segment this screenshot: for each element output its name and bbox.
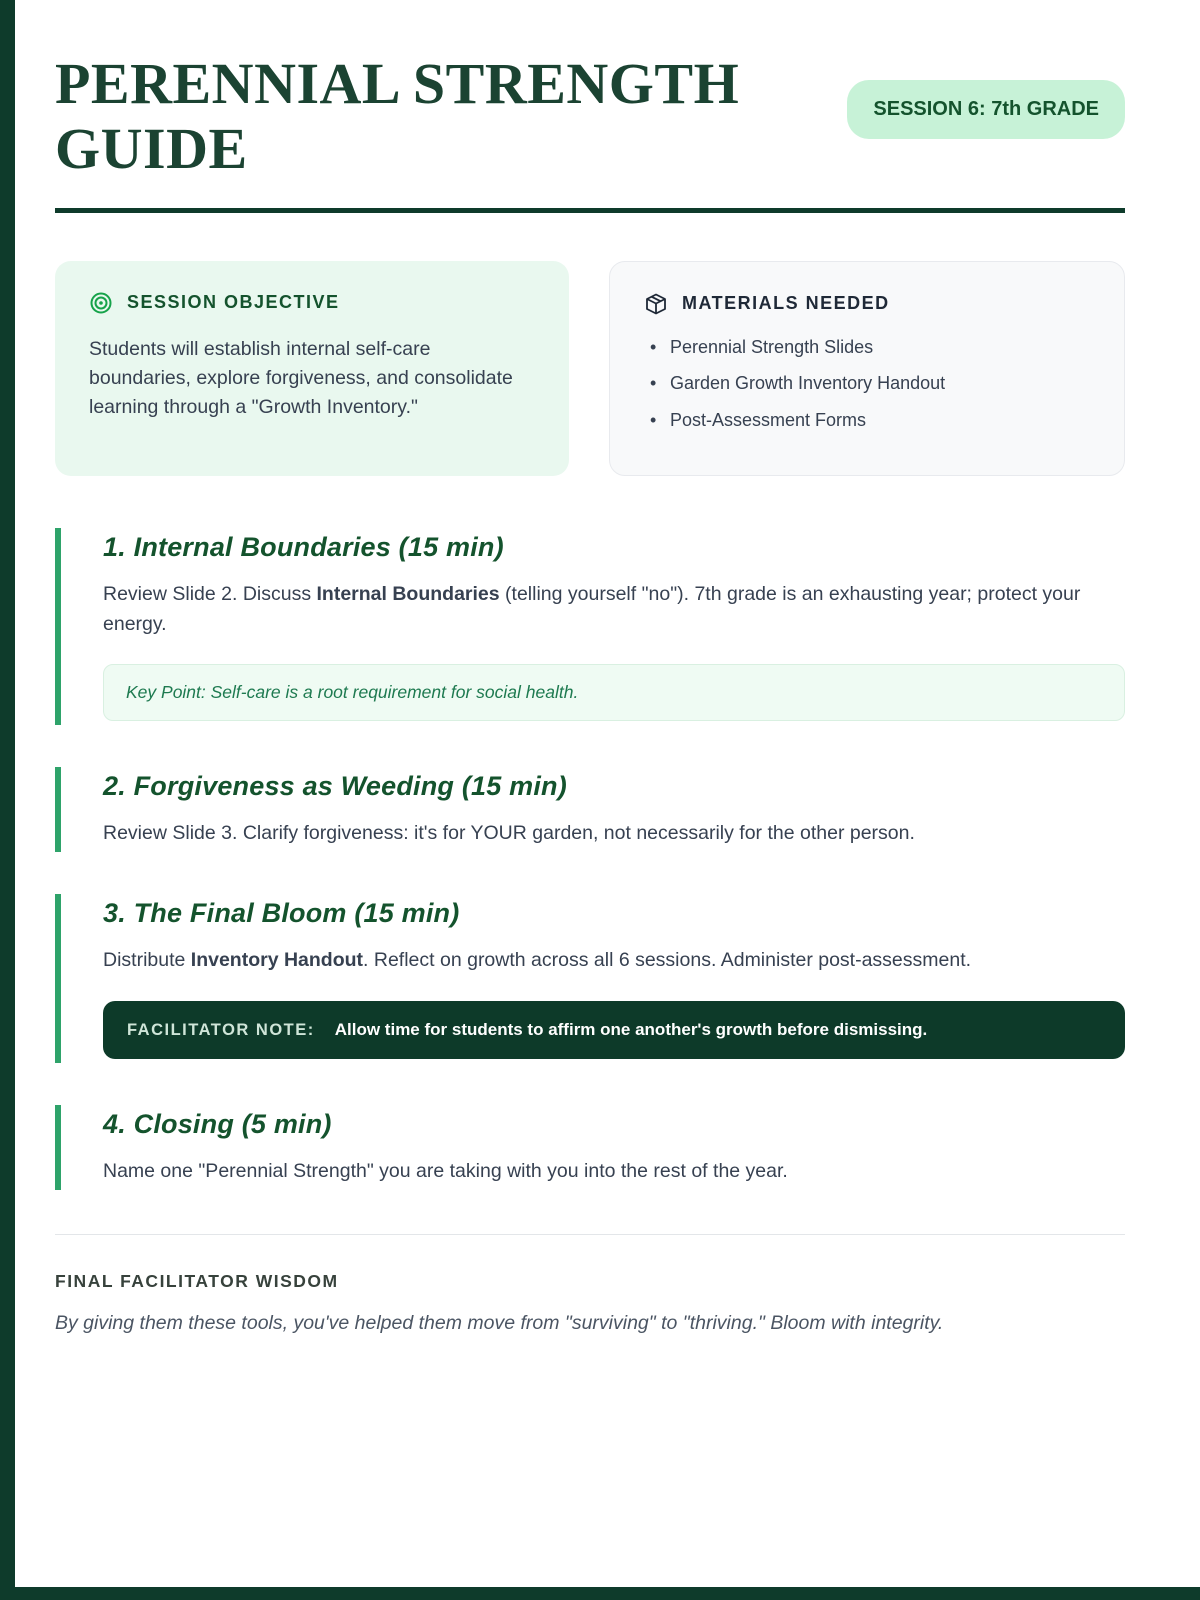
page-title: PERENNIAL STRENGTH GUIDE xyxy=(55,51,740,181)
package-icon xyxy=(644,292,668,316)
session-objective-card xyxy=(55,261,569,476)
bold-term: Inventory Handout xyxy=(190,948,364,971)
target-icon xyxy=(89,291,113,315)
list-item: • Perennial Strength Slides xyxy=(644,336,1090,359)
section-body: Review Slide 3. Clarify forgiveness: it's for YOUR garden, not necessarily for the other person. xyxy=(103,821,915,844)
materials-list xyxy=(644,336,1090,432)
facilitator-note-label: FACILITATOR NOTE: xyxy=(127,1020,315,1039)
session-objective-heading: SESSION OBJECTIVE xyxy=(127,292,340,313)
section-closing xyxy=(55,1105,1125,1190)
footer-divider xyxy=(55,1234,1125,1235)
materials-heading-row xyxy=(644,292,1090,316)
left-accent-bar xyxy=(0,0,15,1600)
section-body: Distribute Inventory Handout. Reflect on growth across all 6 sessions. Administer post-assessment. xyxy=(103,948,972,971)
info-cards-row xyxy=(55,261,1125,476)
section-body: Name one "Perennial Strength" you are taking with you into the rest of the year. xyxy=(103,1159,788,1182)
section-heading: 2. Forgiveness as Weeding (15 min) xyxy=(103,770,567,801)
bold-term: Internal Boundaries xyxy=(316,583,500,606)
session-badge: SESSION 6: 7th GRADE xyxy=(847,80,1125,139)
key-point-callout: Key Point: Self-care is a root requirement for social health. xyxy=(103,664,1125,721)
footer-heading: FINAL FACILITATOR WISDOM xyxy=(55,1271,339,1292)
session-objective-heading-row xyxy=(89,291,535,315)
facilitator-note-text: Allow time for students to affirm one another's growth before dismissing. xyxy=(334,1019,928,1039)
header xyxy=(55,52,1125,182)
title-divider xyxy=(55,208,1125,213)
section-internal-boundaries xyxy=(55,528,1125,724)
section-body: Review Slide 2. Discuss Internal Boundaries (telling yourself "no"). 7th grade is an exhausting year; protect your energy. xyxy=(103,583,1081,636)
materials-needed-card xyxy=(609,261,1125,476)
section-final-bloom xyxy=(55,894,1125,1063)
list-item: • Post-Assessment Forms xyxy=(644,409,1090,432)
materials-heading: MATERIALS NEEDED xyxy=(682,293,890,314)
section-forgiveness xyxy=(55,767,1125,852)
section-heading: 1. Internal Boundaries (15 min) xyxy=(103,532,504,563)
section-heading: 3. The Final Bloom (15 min) xyxy=(103,897,460,928)
session-objective-text: Students will establish internal self-care boundaries, explore forgiveness, and consolidate learning through a "Growth Inventory." xyxy=(89,337,513,419)
section-heading: 4. Closing (5 min) xyxy=(103,1108,332,1139)
footer-wisdom-text: By giving them these tools, you've helped them move from "surviving" to "thriving." Bloom with integrity. xyxy=(55,1312,944,1335)
facilitator-note-callout xyxy=(103,1001,1125,1059)
list-item: • Garden Growth Inventory Handout xyxy=(644,372,1090,395)
bottom-accent-bar xyxy=(0,1587,1200,1600)
